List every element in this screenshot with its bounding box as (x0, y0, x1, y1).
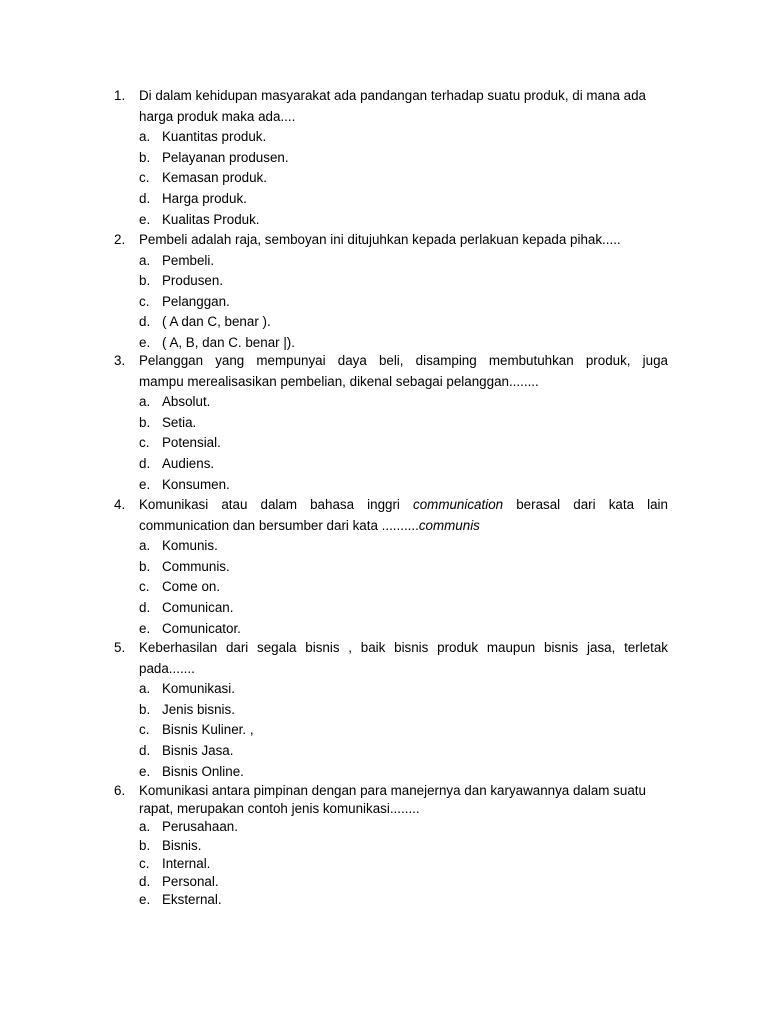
option-text: Produsen. (162, 273, 224, 289)
option-item (114, 251, 674, 272)
option-letter: d. (139, 599, 151, 615)
option-letter: d. (139, 742, 151, 758)
question-stem-line: Komunikasi atau dalam bahasa inggri communication berasal dari kata lain (139, 497, 668, 512)
option-letter: c. (139, 722, 150, 738)
option-text: Bisnis Online. (162, 763, 244, 779)
option-letter: b. (139, 414, 151, 430)
option-text: Pelayanan produsen. (162, 149, 289, 165)
option-letter: b. (139, 837, 151, 853)
option-letter: b. (139, 273, 151, 289)
option-item (114, 168, 674, 189)
option-letter: a. (139, 394, 151, 410)
option-text: Setia. (162, 414, 197, 430)
option-letter: b. (139, 701, 151, 717)
italic-term: communication (413, 497, 504, 512)
option-text: Comunican. (162, 599, 234, 615)
option-letter: d. (139, 190, 151, 206)
option-text: Konsumen. (162, 476, 230, 492)
option-text: Potensial. (162, 435, 221, 451)
option-text: Comunicator. (162, 620, 241, 636)
question-1 (114, 86, 674, 230)
option-letter: a. (139, 252, 151, 268)
italic-term: communis (418, 517, 480, 533)
option-item (114, 619, 674, 640)
option-item (114, 598, 674, 619)
option-item (114, 413, 674, 434)
question-number: 5. (114, 640, 126, 655)
option-text: Pelanggan. (162, 293, 230, 309)
option-text: Komunikasi. (162, 681, 235, 697)
option-text: Personal. (162, 873, 219, 889)
option-letter: a. (139, 681, 151, 697)
option-item (114, 741, 674, 762)
option-letter: d. (139, 314, 151, 330)
option-letter: b. (139, 558, 151, 574)
question-2 (114, 230, 674, 354)
option-item (114, 891, 674, 909)
option-letter: e. (139, 763, 151, 779)
option-letter: c. (139, 170, 150, 186)
question-stem-line: Pembeli adalah raja, semboyan ini ditujuhkan kepada perlakuan kepada pihak..... (139, 232, 621, 247)
option-letter: c. (139, 855, 150, 871)
question-3 (114, 351, 674, 495)
question-stem-line: Pelanggan yang mempunyai daya beli, disamping membutuhkan produk, juga (139, 353, 668, 368)
option-letter: c. (139, 435, 150, 451)
option-item (114, 392, 674, 413)
option-text: Bisnis Jasa. (162, 742, 234, 758)
option-text: Komunis. (162, 538, 218, 554)
option-item (114, 700, 674, 721)
option-letter: a. (139, 538, 151, 554)
option-text: Kuantitas produk. (162, 129, 267, 145)
option-item (114, 855, 674, 873)
option-item (114, 679, 674, 700)
option-item (114, 210, 674, 231)
option-letter: e. (139, 620, 151, 636)
question-stem-line: mampu merealisasikan pembelian, dikenal sebagai pelanggan........ (139, 373, 539, 389)
option-item (114, 720, 674, 741)
option-text: Kualitas Produk. (162, 211, 260, 227)
question-stem-line: communication dan bersumber dari kata ..........communis (139, 517, 480, 533)
option-letter: e. (139, 892, 151, 908)
option-item (114, 127, 674, 148)
option-text: Bisnis Kuliner. , (162, 722, 254, 738)
option-item (114, 818, 674, 836)
question-5 (114, 638, 674, 782)
option-text: Internal. (162, 855, 211, 871)
question-stem-line: rapat, merupakan contoh jenis komunikasi........ (139, 801, 420, 817)
option-text: Come on. (162, 579, 221, 595)
option-item (114, 292, 674, 313)
option-item (114, 433, 674, 454)
option-item (114, 837, 674, 855)
option-item (114, 762, 674, 783)
option-text: Eksternal. (162, 892, 222, 908)
question-stem-line: pada....... (139, 660, 195, 676)
question-6 (114, 782, 674, 909)
option-letter: e. (139, 334, 151, 350)
option-item (114, 557, 674, 578)
option-text: ( A dan C, benar ). (162, 314, 271, 330)
option-letter: c. (139, 293, 150, 309)
option-text: Communis. (162, 558, 230, 574)
option-text: Bisnis. (162, 837, 202, 853)
question-stem-line: Komunikasi antara pimpinan dengan para manejernya dan karyawannya dalam suatu (139, 783, 646, 798)
option-item (114, 577, 674, 598)
option-item (114, 475, 674, 496)
question-4 (114, 495, 674, 639)
option-item (114, 536, 674, 557)
option-item (114, 454, 674, 475)
option-text: Harga produk. (162, 190, 247, 206)
option-letter: a. (139, 129, 151, 145)
option-text: Jenis bisnis. (162, 701, 235, 717)
option-letter: d. (139, 455, 151, 471)
option-item (114, 189, 674, 210)
question-number: 6. (114, 783, 126, 798)
option-text: Audiens. (162, 455, 215, 471)
option-text: Kemasan produk. (162, 170, 267, 186)
question-number: 4. (114, 497, 126, 512)
option-letter: e. (139, 476, 151, 492)
question-number: 1. (114, 88, 126, 103)
option-item (114, 148, 674, 169)
question-number: 2. (114, 232, 126, 247)
option-letter: b. (139, 149, 151, 165)
option-item (114, 873, 674, 891)
option-letter: d. (139, 873, 151, 889)
option-text: ( A, B, dan C. benar |). (162, 334, 295, 350)
question-stem-line: Keberhasilan dari segala bisnis , baik bisnis produk maupun bisnis jasa, terletak (139, 640, 668, 655)
question-number: 3. (114, 353, 126, 368)
option-letter: a. (139, 819, 151, 835)
option-item (114, 271, 674, 292)
option-letter: c. (139, 579, 150, 595)
question-stem-line: Di dalam kehidupan masyarakat ada pandangan terhadap suatu produk, di mana ada (139, 88, 646, 103)
option-text: Perusahaan. (162, 819, 238, 835)
option-item (114, 312, 674, 333)
option-letter: e. (139, 211, 151, 227)
option-text: Absolut. (162, 394, 211, 410)
question-stem-line: harga produk maka ada.... (139, 108, 296, 124)
option-text: Pembeli. (162, 252, 215, 268)
